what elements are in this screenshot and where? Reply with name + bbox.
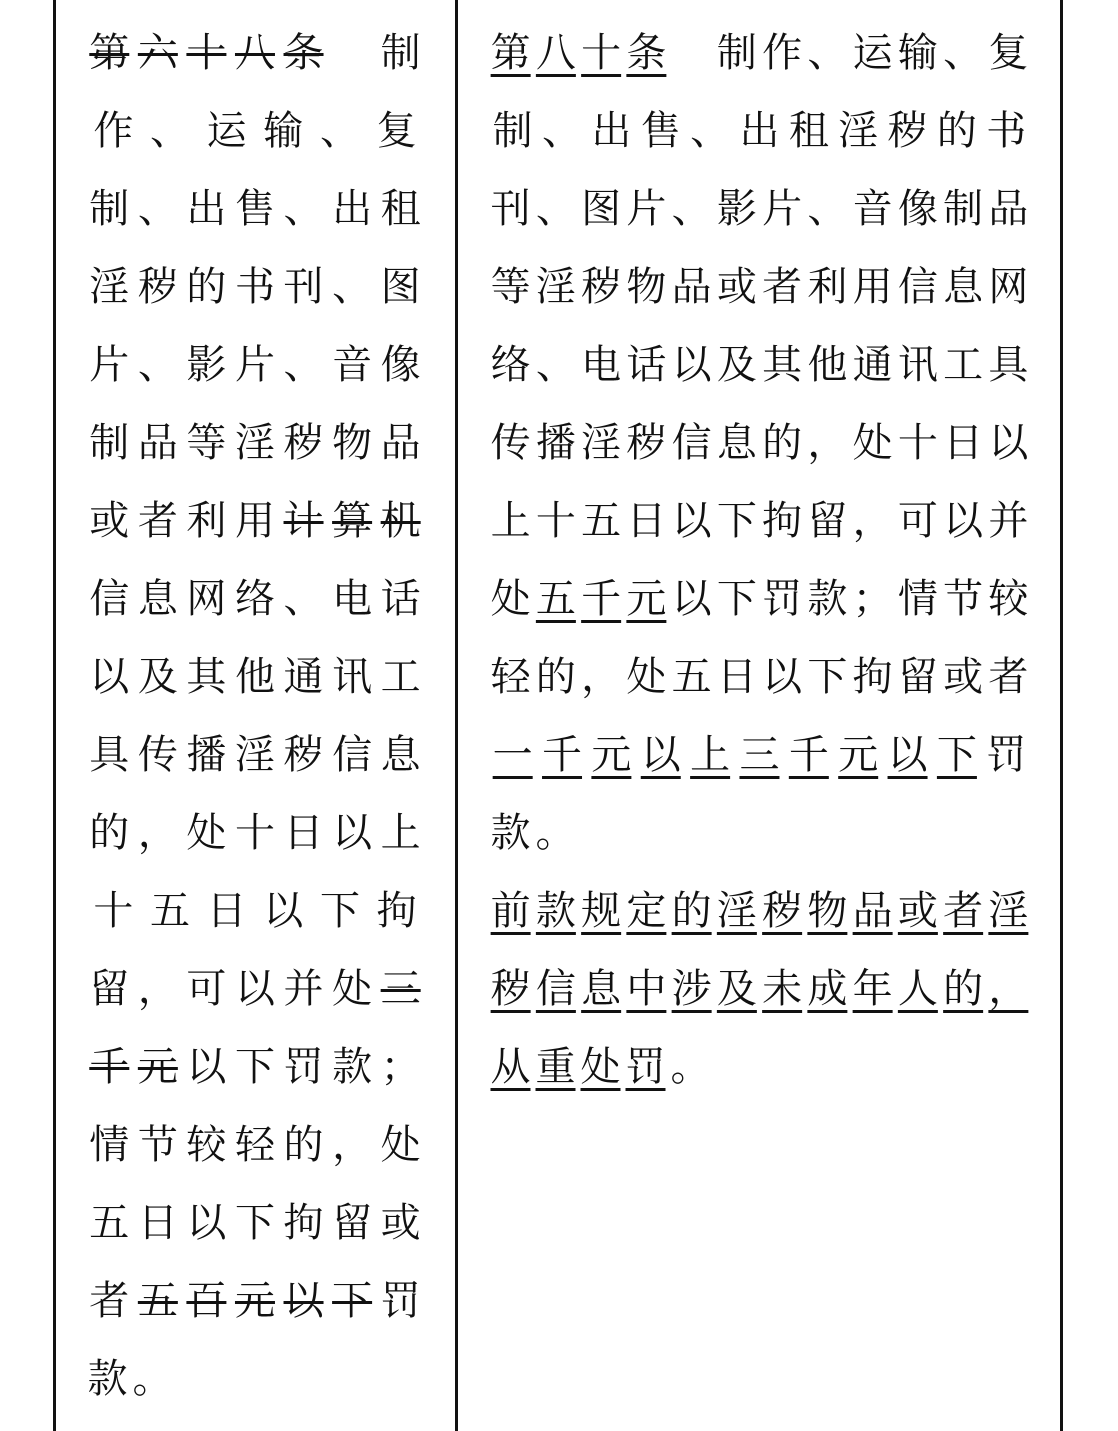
text-line	[85, 92, 425, 170]
text-span: 情 节 较 轻 的 ， 处	[89, 1122, 421, 1168]
deleted-text: 计 算 机	[283, 498, 421, 544]
text-line	[488, 482, 1031, 560]
inserted-text: 一 千 元 以 上 三 千 元 以 下	[492, 732, 977, 778]
text-span: 淫 秽 的 书 刊 、 图	[89, 264, 421, 310]
text-span: 以 及 其 他 通 讯 工	[89, 654, 421, 700]
text-line	[488, 170, 1031, 248]
text-span: 等 淫 秽 物 品 或 者 利 用 信 息 网	[490, 264, 1029, 310]
text-line	[85, 1340, 425, 1418]
text-span: 制 、 出 售 、 出 租 淫 秽 的 书	[492, 108, 1027, 154]
text-line	[488, 326, 1031, 404]
text-span: 上 十 五 日 以 下 拘 留 ， 可 以 并	[490, 498, 1029, 544]
text-span: 款 。	[87, 1356, 173, 1402]
text-line	[488, 560, 1031, 638]
text-line	[488, 248, 1031, 326]
text-span: 片 、 影 片 、 音 像	[89, 342, 421, 388]
text-span: 制 作 、 运 输 、 复	[716, 30, 1029, 76]
text-line	[85, 14, 425, 92]
text-span: 留 ， 可 以 并 处	[89, 966, 373, 1012]
text-span: 者	[89, 1278, 130, 1324]
text-line	[488, 638, 1031, 716]
text-span: 轻 的 ， 处 五 日 以 下 拘 留 或 者	[490, 654, 1029, 700]
text-line	[488, 794, 1031, 872]
text-line	[85, 170, 425, 248]
text-span: 处	[490, 576, 531, 622]
amended-article-column	[488, 14, 1031, 1106]
text-span: 。	[670, 1044, 711, 1090]
text-line	[488, 1028, 1031, 1106]
text-span: 的 ， 处 十 日 以 上	[89, 810, 421, 856]
table-border-middle	[455, 0, 458, 1431]
text-span: 制 品 等 淫 秽 物 品	[89, 420, 421, 466]
text-line	[488, 404, 1031, 482]
inserted-text: 从 重 处 罚	[490, 1044, 666, 1090]
text-line	[85, 794, 425, 872]
text-span: 作 、 运 输 、 复	[93, 108, 417, 154]
text-span: 款 。	[490, 810, 576, 856]
text-line	[488, 950, 1031, 1028]
text-span: 或 者 利 用	[89, 498, 275, 544]
text-line	[85, 1262, 425, 1340]
text-line	[85, 872, 425, 950]
text-span: 以 下 罚 款 ； 情 节 较	[671, 576, 1029, 622]
text-line	[85, 560, 425, 638]
deleted-text: 三	[380, 966, 421, 1012]
original-article-column	[85, 14, 425, 1418]
inserted-text: 秽 信 息 中 涉 及 未 成 年 人 的 ，	[490, 966, 1029, 1012]
table-border-left	[53, 0, 56, 1431]
text-line	[488, 872, 1031, 950]
text-span: 罚	[380, 1278, 421, 1324]
text-line	[85, 638, 425, 716]
text-span: 十 五 日 以 下 拘	[93, 888, 417, 934]
deleted-text: 五 百 元 以 下	[137, 1278, 373, 1324]
deleted-text: 千 元	[89, 1044, 178, 1090]
inserted-text: 五 千 元	[535, 576, 667, 622]
text-span: 以 下 罚 款 ；	[186, 1044, 421, 1090]
text-line	[85, 248, 425, 326]
inserted-text: 前 款 规 定 的 淫 秽 物 品 或 者 淫	[490, 888, 1029, 934]
text-line	[85, 1184, 425, 1262]
text-line	[488, 14, 1031, 92]
text-line	[488, 92, 1031, 170]
text-line	[85, 1028, 425, 1106]
text-span: 五 日 以 下 拘 留 或	[89, 1200, 421, 1246]
text-span: 络 、 电 话 以 及 其 他 通 讯 工 具	[490, 342, 1029, 388]
text-span: 信 息 网 络 、 电 话	[89, 576, 421, 622]
text-span: 制 、 出 售 、 出 租	[89, 186, 421, 232]
text-span: 具 传 播 淫 秽 信 息	[89, 732, 421, 778]
text-span: 刊 、 图 片 、 影 片 、 音 像 制 品	[490, 186, 1029, 232]
text-line	[85, 1106, 425, 1184]
text-span: 传 播 淫 秽 信 息 的 ， 处 十 日 以	[490, 420, 1029, 466]
text-line	[488, 716, 1031, 794]
table-border-right	[1060, 0, 1063, 1431]
text-line	[85, 404, 425, 482]
text-line	[85, 326, 425, 404]
deleted-text: 第 六 十 八 条	[89, 30, 324, 76]
text-span: 制	[380, 30, 421, 76]
text-line	[85, 950, 425, 1028]
inserted-text: 第 八 十 条	[490, 30, 667, 76]
text-line	[85, 716, 425, 794]
text-line	[85, 482, 425, 560]
text-span: 罚	[986, 732, 1027, 778]
